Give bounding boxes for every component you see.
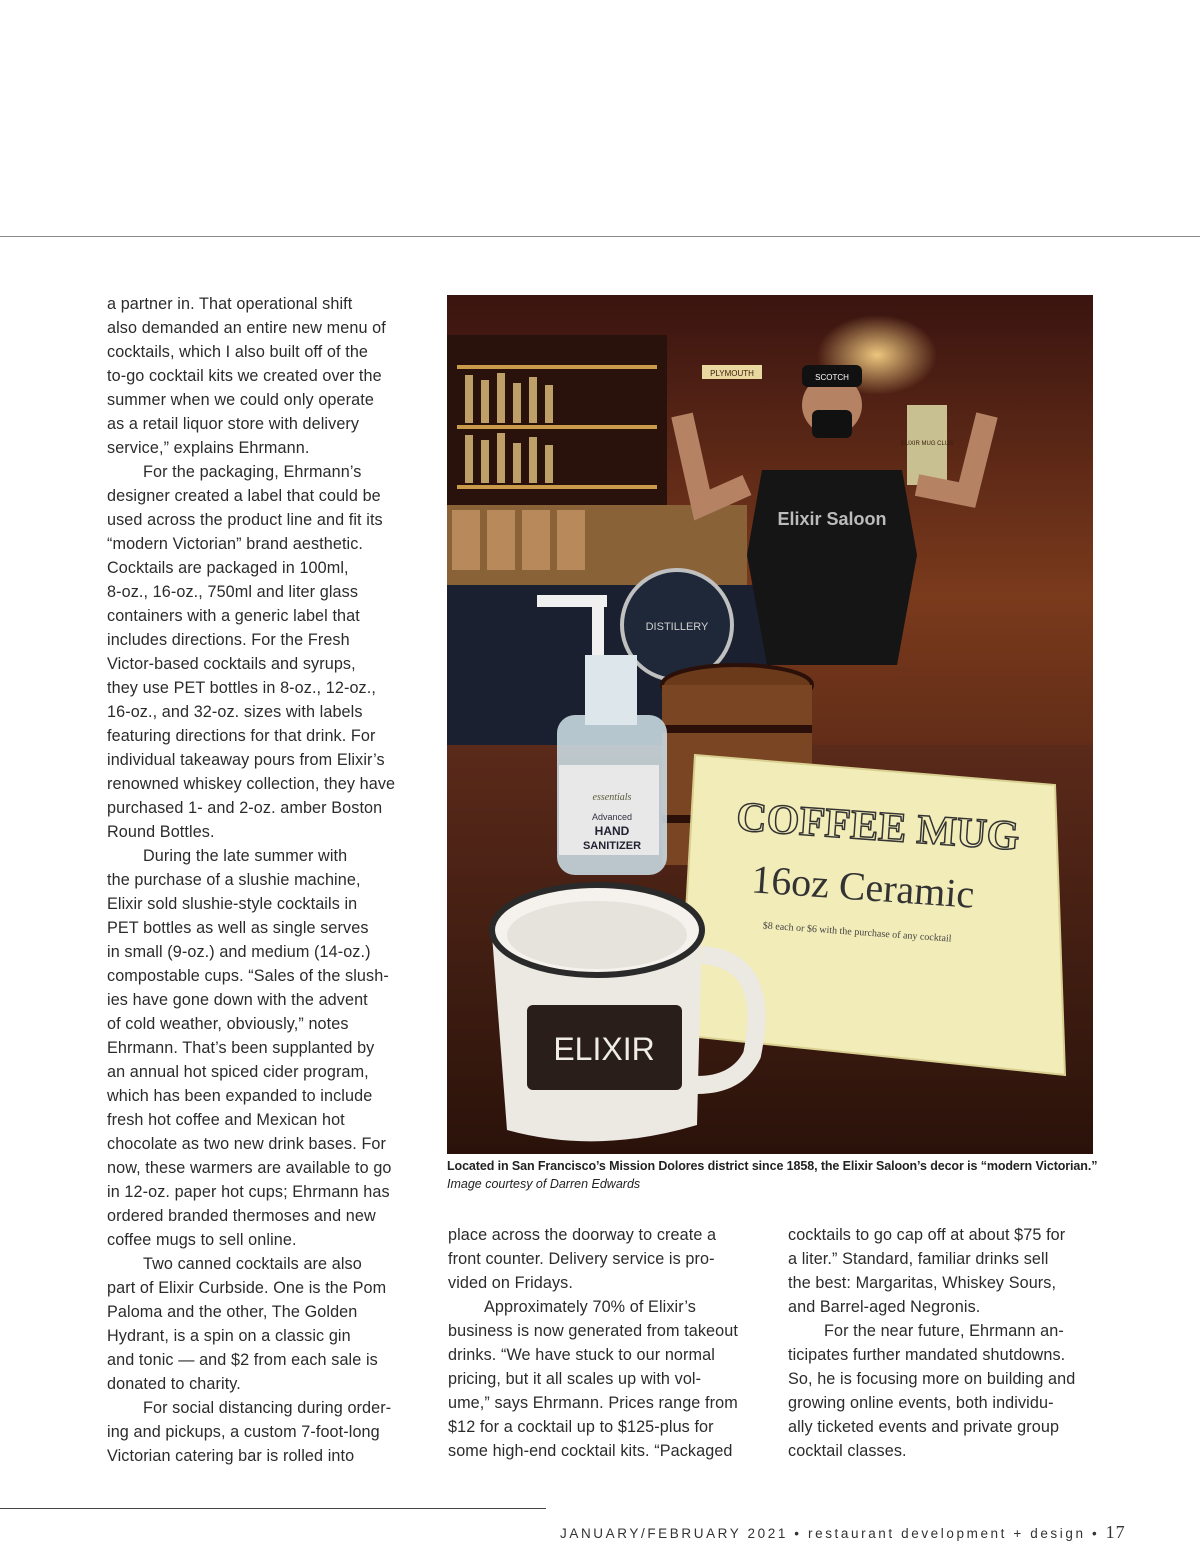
svg-text:ELIXIR: ELIXIR xyxy=(553,1031,655,1067)
text-line: Cocktails are packaged in 100ml, xyxy=(107,559,349,577)
footer-separator: • xyxy=(794,1526,802,1541)
svg-text:SCOTCH: SCOTCH xyxy=(815,373,849,382)
text-line: growing online events, both individu- xyxy=(788,1394,1054,1412)
page-footer xyxy=(560,1522,1126,1543)
text-line: PET bottles as well as single serves xyxy=(107,919,369,937)
text-line: cocktails, which I also built off of the xyxy=(107,343,369,361)
text-line: “modern Victorian” brand aesthetic. xyxy=(107,535,364,553)
text-line: an annual hot spiced cider program, xyxy=(107,1063,369,1081)
paragraph xyxy=(107,844,415,1252)
text-line: For social distancing during order- xyxy=(143,1399,392,1417)
text-line: place across the doorway to create a xyxy=(448,1226,717,1244)
svg-text:DISTILLERY: DISTILLERY xyxy=(645,621,709,633)
text-line: donated to charity. xyxy=(107,1375,241,1393)
article-photo xyxy=(447,295,1093,1154)
text-line: business is now generated from takeout xyxy=(448,1322,738,1340)
text-line: in 12-oz. paper hot cups; Ehrmann has xyxy=(107,1183,390,1201)
paragraph xyxy=(107,460,415,844)
text-line: 16-oz., and 32-oz. sizes with labels xyxy=(107,703,363,721)
text-line: During the late summer with xyxy=(143,847,348,865)
paragraph xyxy=(107,292,415,460)
text-line: drinks. “We have stuck to our normal xyxy=(448,1346,715,1364)
text-line: 8-oz., 16-oz., 750ml and liter glass xyxy=(107,583,359,601)
text-line: some high-end cocktail kits. “Packaged xyxy=(448,1442,733,1460)
text-line: Paloma and the other, The Golden xyxy=(107,1303,358,1321)
text-line: ing and pickups, a custom 7-foot-long xyxy=(107,1423,380,1441)
text-line: Round Bottles. xyxy=(107,823,215,841)
text-line: also demanded an entire new menu of xyxy=(107,319,386,337)
footer-rule xyxy=(0,1508,546,1509)
text-line: which has been expanded to include xyxy=(107,1087,373,1105)
caption-credit: Image courtesy of Darren Edwards xyxy=(447,1177,641,1191)
text-line: part of Elixir Curbside. One is the Pom xyxy=(107,1279,387,1297)
text-line: cocktail classes. xyxy=(788,1442,907,1460)
page-number: 17 xyxy=(1105,1522,1126,1542)
text-line: vided on Fridays. xyxy=(448,1274,573,1292)
text-line: individual takeaway pours from Elixir’s xyxy=(107,751,385,769)
text-line: in small (9-oz.) and medium (14-oz.) xyxy=(107,943,371,961)
text-line: Two canned cocktails are also xyxy=(143,1255,362,1273)
text-line: coffee mugs to sell online. xyxy=(107,1231,297,1249)
footer-separator: • xyxy=(1091,1526,1100,1541)
text-line: a liter.” Standard, familiar drinks sell xyxy=(788,1250,1049,1268)
text-line: fresh hot coffee and Mexican hot xyxy=(107,1111,345,1129)
paragraph xyxy=(107,1252,415,1396)
caption-text: Located in San Francisco’s Mission Dolores district since 1858, the Elixir Saloon’s decor is “modern Victorian.” xyxy=(447,1159,1098,1173)
text-line: So, he is focusing more on building and xyxy=(788,1370,1076,1388)
article-column-3 xyxy=(788,1223,1094,1463)
svg-text:COFFEE MUG: COFFEE MUG xyxy=(734,794,1021,860)
text-line: used across the product line and fit its xyxy=(107,511,383,529)
text-line: Elixir sold slushie-style cocktails in xyxy=(107,895,358,913)
paragraph xyxy=(788,1223,1094,1319)
article-column-2 xyxy=(448,1223,756,1463)
text-line: For the near future, Ehrmann an- xyxy=(824,1322,1064,1340)
text-line: a partner in. That operational shift xyxy=(107,295,353,313)
svg-text:HAND: HAND xyxy=(594,824,630,838)
text-line: as a retail liquor store with delivery xyxy=(107,415,360,433)
svg-text:ELIXIR MUG CLUB: ELIXIR MUG CLUB xyxy=(900,441,954,447)
svg-text:$8 each or $6 with the purchas: $8 each or $6 with the purchase of any cocktail xyxy=(762,920,952,945)
paragraph xyxy=(448,1223,756,1295)
text-line: For the packaging, Ehrmann’s xyxy=(143,463,362,481)
paragraph xyxy=(448,1295,756,1463)
text-line: the best: Margaritas, Whiskey Sours, xyxy=(788,1274,1057,1292)
text-line: they use PET bottles in 8-oz., 12-oz., xyxy=(107,679,376,697)
top-rule xyxy=(0,236,1200,237)
svg-text:16oz Ceramic: 16oz Ceramic xyxy=(750,856,976,917)
paragraph xyxy=(788,1319,1094,1463)
text-line: and tonic — and $2 from each sale is xyxy=(107,1351,378,1369)
photo-caption xyxy=(447,1157,1107,1193)
text-line: includes directions. For the Fresh xyxy=(107,631,350,649)
text-line: ally ticketed events and private group xyxy=(788,1418,1060,1436)
text-line: now, these warmers are available to go xyxy=(107,1159,392,1177)
text-line: cocktails to go cap off at about $75 for xyxy=(788,1226,1066,1244)
text-line: the purchase of a slushie machine, xyxy=(107,871,361,889)
text-line: Approximately 70% of Elixir’s xyxy=(484,1298,696,1316)
svg-text:SANITIZER: SANITIZER xyxy=(582,840,642,852)
text-line: designer created a label that could be xyxy=(107,487,381,505)
text-line: summer when we could only operate xyxy=(107,391,374,409)
text-line: compostable cups. “Sales of the slush- xyxy=(107,967,389,985)
text-line: Victor-based cocktails and syrups, xyxy=(107,655,356,673)
text-line: of cold weather, obviously,” notes xyxy=(107,1015,349,1033)
text-line: to-go cocktail kits we created over the xyxy=(107,367,382,385)
text-line: ordered branded thermoses and new xyxy=(107,1207,376,1225)
svg-text:essentials: essentials xyxy=(592,792,632,803)
text-line: Hydrant, is a spin on a classic gin xyxy=(107,1327,351,1345)
footer-issue: JANUARY/FEBRUARY 2021 xyxy=(560,1526,788,1541)
svg-text:PLYMOUTH: PLYMOUTH xyxy=(710,369,754,378)
text-line: ume,” says Ehrmann. Prices range from xyxy=(448,1394,738,1412)
text-line: ticipates further mandated shutdowns. xyxy=(788,1346,1066,1364)
text-line: renowned whiskey collection, they have xyxy=(107,775,396,793)
text-line: Ehrmann. That’s been supplanted by xyxy=(107,1039,375,1057)
footer-magazine: restaurant development + design xyxy=(807,1526,1086,1541)
article-column-1 xyxy=(107,292,415,1468)
text-line: and Barrel-aged Negronis. xyxy=(788,1298,981,1316)
text-line: front counter. Delivery service is pro- xyxy=(448,1250,715,1268)
text-line: containers with a generic label that xyxy=(107,607,360,625)
text-line: purchased 1- and 2-oz. amber Boston xyxy=(107,799,383,817)
text-line: pricing, but it all scales up with vol- xyxy=(448,1370,702,1388)
svg-text:Advanced: Advanced xyxy=(591,812,633,822)
text-line: Victorian catering bar is rolled into xyxy=(107,1447,355,1465)
paragraph xyxy=(107,1396,415,1468)
svg-text:Elixir Saloon: Elixir Saloon xyxy=(777,509,887,529)
text-line: service,” explains Ehrmann. xyxy=(107,439,310,457)
text-line: featuring directions for that drink. For xyxy=(107,727,376,745)
text-line: $12 for a cocktail up to $125-plus for xyxy=(448,1418,714,1436)
text-line: ies have gone down with the advent xyxy=(107,991,368,1009)
text-line: chocolate as two new drink bases. For xyxy=(107,1135,387,1153)
